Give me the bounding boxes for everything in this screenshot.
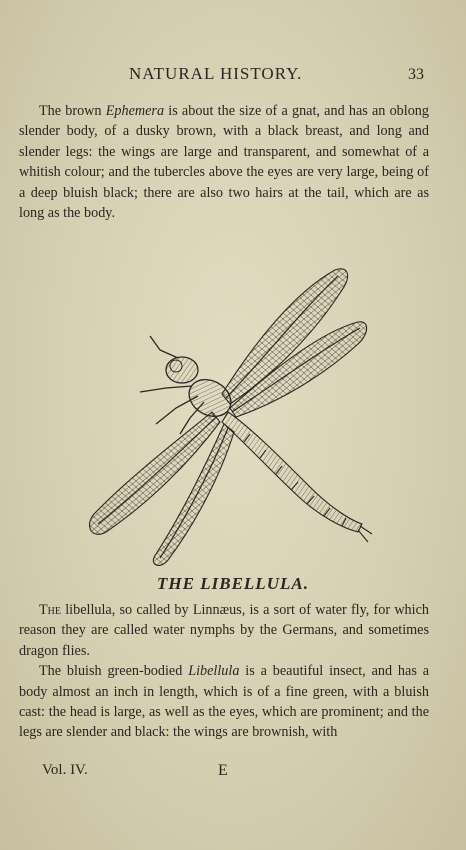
libellula-paragraph-1-text: libellula, so called by Linnæus, is a sort of water fly, for which reason they are called water nymphs by the Germans, and sometimes dragon flies. xyxy=(19,602,429,659)
ephemera-text-rest: is about the size of a gnat, and has an oblong slender body, of a dusky brown, with a black breast, and long and slender legs: the wings are large and transparent, and somewhat of a whitish colour; and the tubercles above the eyes are very large, being of a deep bluish black; there are also two hairs at the tail, which are as long as the body. xyxy=(19,103,429,222)
ephemera-name: Ephemera xyxy=(105,103,165,119)
volume-label: Vol. IV. xyxy=(42,762,88,778)
page-footer xyxy=(0,762,466,784)
page-number: 33 xyxy=(408,66,424,83)
page-header xyxy=(0,64,466,88)
head xyxy=(166,357,198,383)
libellula-paragraph-2-rest: is a beautiful insect, and has a body almost an inch in length, which is of a fine green, with a bluish cast: the head is large, as well as the eyes, which are prominent; and the legs are slender and black: the wings are brownish, with xyxy=(19,663,429,741)
libellula-name: Libellula xyxy=(188,663,240,680)
libellula-paragraph-2 xyxy=(19,661,429,743)
dragonfly-illustration-icon xyxy=(80,262,380,568)
signature-mark: E xyxy=(218,762,228,779)
forewing-left xyxy=(90,412,220,534)
drop-word: The xyxy=(39,602,61,618)
running-head: NATURAL HISTORY. xyxy=(129,64,303,83)
libellula-text xyxy=(19,600,429,743)
plate-title: THE LIBELLULA. xyxy=(157,574,309,593)
ephemera-paragraph xyxy=(19,101,429,223)
libellula-paragraph-1 xyxy=(19,600,429,661)
abdomen xyxy=(222,412,372,542)
ephemera-text-start: The brown xyxy=(39,103,106,119)
libellula-paragraph-2-start: The bluish green-bodied xyxy=(39,663,189,680)
